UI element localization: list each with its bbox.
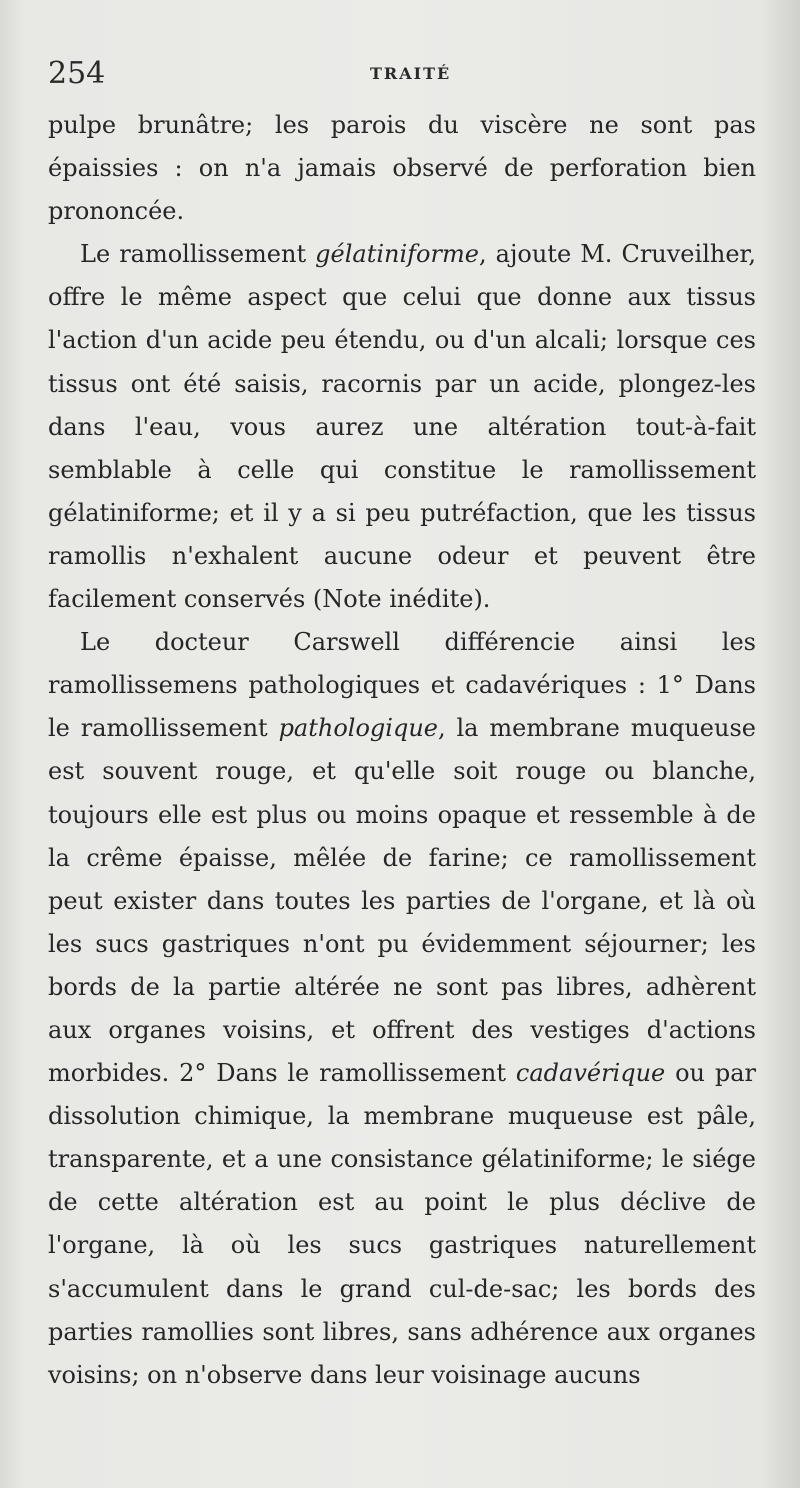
italic-term: pathologique — [278, 714, 438, 743]
page-number: 254 — [48, 56, 106, 91]
paragraph-3 — [48, 621, 756, 1397]
running-title: TRAITÉ — [370, 64, 452, 83]
paragraph-text: Le ramollissement — [80, 240, 316, 269]
paragraph-text: Le docteur Carswell différencie ainsi les ramollissemens pathologiques et cadavériques : 1° Dans le ramollissement — [48, 628, 756, 743]
italic-term: gélatiniforme — [315, 240, 479, 269]
paragraph-2 — [48, 233, 756, 621]
italic-term: cadavérique — [515, 1059, 666, 1088]
paragraph-text: ou par dissolution chimique, la membrane muqueuse est pâle, transparente, et a une consistance gélatiniforme; le siége de cette altération est au point le plus déclive de l'organe, là où les sucs gastriques naturellement s'accumulent dans le grand cul-de-sac; les bords des parties ramollies sont libres, sans adhérence aux organes voisins; on n'observe dans leur voisinage aucuns — [48, 1059, 757, 1389]
paragraph-text: pulpe brunâtre; les parois du viscère ne sont pas épaissies : on n'a jamais observé de perforation bien prononcée. — [48, 111, 756, 226]
body-text — [48, 104, 756, 1397]
paragraph-1 — [48, 104, 756, 233]
paragraph-text: , la membrane muqueuse est souvent rouge, et qu'elle soit rouge ou blanche, toujours elle est plus ou moins opaque et ressemble à de la crême épaisse, mêlée de farine; ce ramollissement peut exister dans toutes les parties de l'organe, et là où les sucs gastriques n'ont pu évidemment séjourner; les bords de la partie altérée ne sont pas libres, adhèrent aux organes voisins, et offrent des vestiges d'actions morbides. 2° Dans le ramollissement — [48, 714, 756, 1088]
page-header — [48, 56, 760, 96]
paragraph-text: , ajoute M. Cruveilher, offre le même aspect que celui que donne aux tissus l'action d'un acide peu étendu, ou d'un alcali; lorsque ces tissus ont été saisis, racornis par un acide, plongez-les dans l'eau, vous aurez une altération tout-à-fait semblable à celle qui constitue le ramollissement gélatiniforme; et il y a si peu putréfaction, que les tissus ramollis n'exhalent aucune odeur et peuvent être facilement conservés (Note inédite). — [48, 240, 756, 614]
